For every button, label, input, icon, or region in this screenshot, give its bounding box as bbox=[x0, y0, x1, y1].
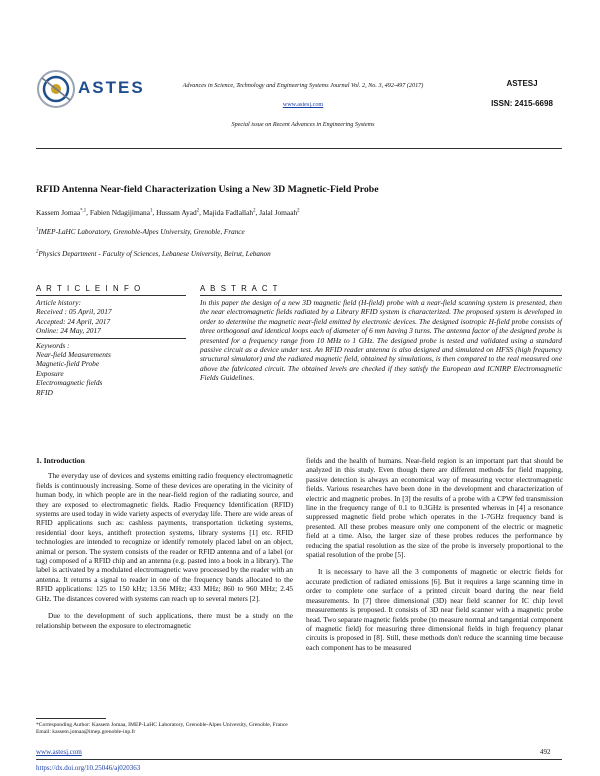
astes-logo-icon bbox=[36, 66, 80, 112]
journal-line: Advances in Science, Technology and Engineering Systems Journal Vol. 2, No. 3, 492-497 (2017) bbox=[182, 82, 424, 89]
paragraph: Due to the development of such applications, there must be a study on the relationship between the exposure to electromagnetic bbox=[36, 611, 293, 630]
history-label: Article history: bbox=[36, 298, 81, 307]
footnote-divider bbox=[36, 718, 106, 719]
keyword: Near-field Measurements bbox=[36, 350, 111, 360]
accepted-date: Accepted: 24 April, 2017 bbox=[36, 316, 111, 326]
brand-name: ASTESJ bbox=[506, 79, 538, 88]
abstract bbox=[200, 284, 562, 383]
keywords-rule bbox=[36, 338, 186, 339]
brand-box bbox=[484, 79, 560, 119]
author-sup: 2 bbox=[196, 208, 200, 214]
footer-journal-link[interactable]: www.astesj.com bbox=[36, 748, 82, 756]
logo-text: ASTES bbox=[78, 78, 145, 97]
corresponding-author-footnote: *Corresponding Author: Kassem Jomaa, IMEP-LaHC Laboratory, Grenoble-Alpes University, Grenoble, France Email: kassem.jomaa@imep.grenoble-inp.fr bbox=[36, 722, 288, 736]
affiliation-sup: 1 bbox=[36, 227, 39, 233]
abstract-text: In this paper the design of a new 3D magnetic field (H-field) probe with a near-field scanning system is presented, then the near electromagnetic fields radiated by a Library RFID system is characterized. The proposed system is developed in order to determine the magnetic near-field emitted by electronic devices. The designed isotropic H-field probe consists of three orthogonal and identical loops each of diameter of 6 mm having 3 turns. The antenna factor of the designed probe is presented for a frequency range from 10 MHz to 1 GHz. The designed probe is tested and validated using a standard passive circuit as a device under test. An RFID reader antenna is also designed and simulated on HFSS (high frequency structural simulator) and the radiated magnetic field, obtained by simulations, is then compared to the real measured one above the fabricated circuit. The obtained levels are checked if they satisfy the European and ICNIRP Electromagnetic Fields Guidelines. bbox=[200, 298, 562, 383]
affiliation-text: IMEP-LaHC Laboratory, Grenoble-Alpes University, Grenoble, France bbox=[38, 228, 245, 236]
section-title: 1. Introduction bbox=[36, 456, 85, 465]
online-date: Online: 24 May, 2017 bbox=[36, 326, 101, 336]
keyword: Electromagnetic fields bbox=[36, 378, 103, 388]
paragraph: fields and the health of humans. Near-field region is an important part that should be analyzed in this study. Even though there are different methods for field mapping, passive detection is always an economical way of measuring vector electromagnetic fields. Various researches have been done in the development and characterization of electric and magnetic probes. In [3] the results of a probe with a CPW fed transmission line in the frequency range of 0.1 to 0.3GHz is presented whereas in [4] a resonance suppressed magnetic field probe which operates in the 1-7GHz frequency band is presented. All these probes measure only one component of the electric or magnetic field at a time. Also, the larger size of these probes reduces the performance by reducing the spatial resolution as the size of the probe is inversely proportional to the spatial resolution of the probe [5]. bbox=[306, 456, 563, 560]
paragraph: The everyday use of devices and systems emitting radio frequency electromagnetic fields is continuously increasing. Some of these devices are operating in the vicinity of human body, in which people are in the near-field region of the radiating source, and they are exposed to electromagnetic fields. Radio Frequency Identification (RFID) systems are used today in wide variety aspects of everyday life. There are wide areas of RFID applications such as: cashless payments, transportation ticketing systems, residential door keys, antitheft protection systems, library systems [1] etc. RFID technologies are intended to recognize or identify remotely placed label on an object, animal or person. The system consists of the reader or RFID antenna and of a label (or tag) composed of a RFID chip and an antenna (e.g. pasted into a book in a library). The label is activated by a modulated electromagnetic wave processed by the reader with an antenna. It returns a signal to reader in one of the frequency bands allocated to the RFID applications: 125 to 150 kHz; 13.56 MHz; 433 MHz; 860 to 960 MHz; 2.45 GHz. The distances covered with systems can reach up to several meters [2]. bbox=[36, 471, 293, 603]
body-left-column bbox=[36, 456, 293, 630]
special-issue: Special issue on Recent Advances in Engineering Systems bbox=[231, 121, 375, 128]
keyword: RFID bbox=[36, 387, 53, 397]
author-name: Majida Fadlallah bbox=[202, 208, 254, 217]
affiliation bbox=[36, 250, 562, 258]
affiliation bbox=[36, 228, 562, 236]
doi-link[interactable]: https://dx.doi.org/10.25046/aj020363 bbox=[36, 764, 141, 772]
author-name: Jalal Jomaah bbox=[259, 208, 298, 217]
astes-logo bbox=[36, 66, 145, 112]
page-number: 492 bbox=[540, 748, 551, 756]
body-right-column bbox=[306, 456, 563, 652]
abstract-heading: A B S T R A C T bbox=[200, 284, 280, 293]
author-name: Fabien Ndagijimana bbox=[89, 208, 150, 217]
article-info-heading: A R T I C L E I N F O bbox=[36, 284, 142, 293]
paragraph: It is necessary to have all the 3 components of magnetic or electric fields for accurate prediction of radiated emissions [6]. But it requires a large scanning time in order to complete one surface of a printed circuit board during the near field measurements. In [7] three dimensional (3D) near field scanner for IC chip level measurements is proposed. It consists of 3D near field scanner with a magnetic probe head. Two separate magnetic fields probe (to measure normal and tangential component of magnetic field) for measuring three dimensional fields in high frequency planar circuits is proposed in [8]. Still, these methods don't reduce the scanning time because each component has to be measured bbox=[306, 567, 563, 652]
author-name: Hussam Ayad bbox=[156, 208, 197, 217]
affiliation-sup: 2 bbox=[36, 249, 39, 255]
keyword: Exposure bbox=[36, 368, 64, 378]
paper-title: RFID Antenna Near-field Characterization Using a New 3D Magnetic-Field Probe bbox=[36, 184, 379, 195]
author-name: Kassem Jomaa bbox=[36, 208, 81, 217]
received-date: Received : 05 April, 2017 bbox=[36, 307, 112, 317]
keyword: Magnetic-field Probe bbox=[36, 359, 100, 369]
author-sup: 2 bbox=[253, 208, 256, 214]
header-divider bbox=[36, 148, 562, 149]
keywords-label: Keywords : bbox=[36, 340, 70, 350]
affiliation-text: Physics Department - Faculty of Sciences, Lebanese University, Beirut, Lebanon bbox=[38, 250, 271, 258]
article-info-rule bbox=[36, 295, 186, 296]
footer-divider bbox=[36, 759, 562, 760]
journal-url-link[interactable]: www.astesj.com bbox=[282, 101, 324, 108]
author-sup: *,1 bbox=[80, 208, 87, 214]
article-info bbox=[36, 284, 186, 397]
author-sup: 1 bbox=[149, 208, 153, 214]
issn: ISSN: 2415-6698 bbox=[491, 99, 553, 108]
abstract-rule bbox=[200, 295, 562, 296]
author-list: Kassem Jomaa$^{*,1}$, Fabien Ndagijimana$^1$, Hussam Ayad$^2$, Majida Fadlallah$^2$, Jalal Jomaah$^2$ bbox=[36, 208, 300, 217]
author-sup: 2 bbox=[297, 208, 300, 214]
